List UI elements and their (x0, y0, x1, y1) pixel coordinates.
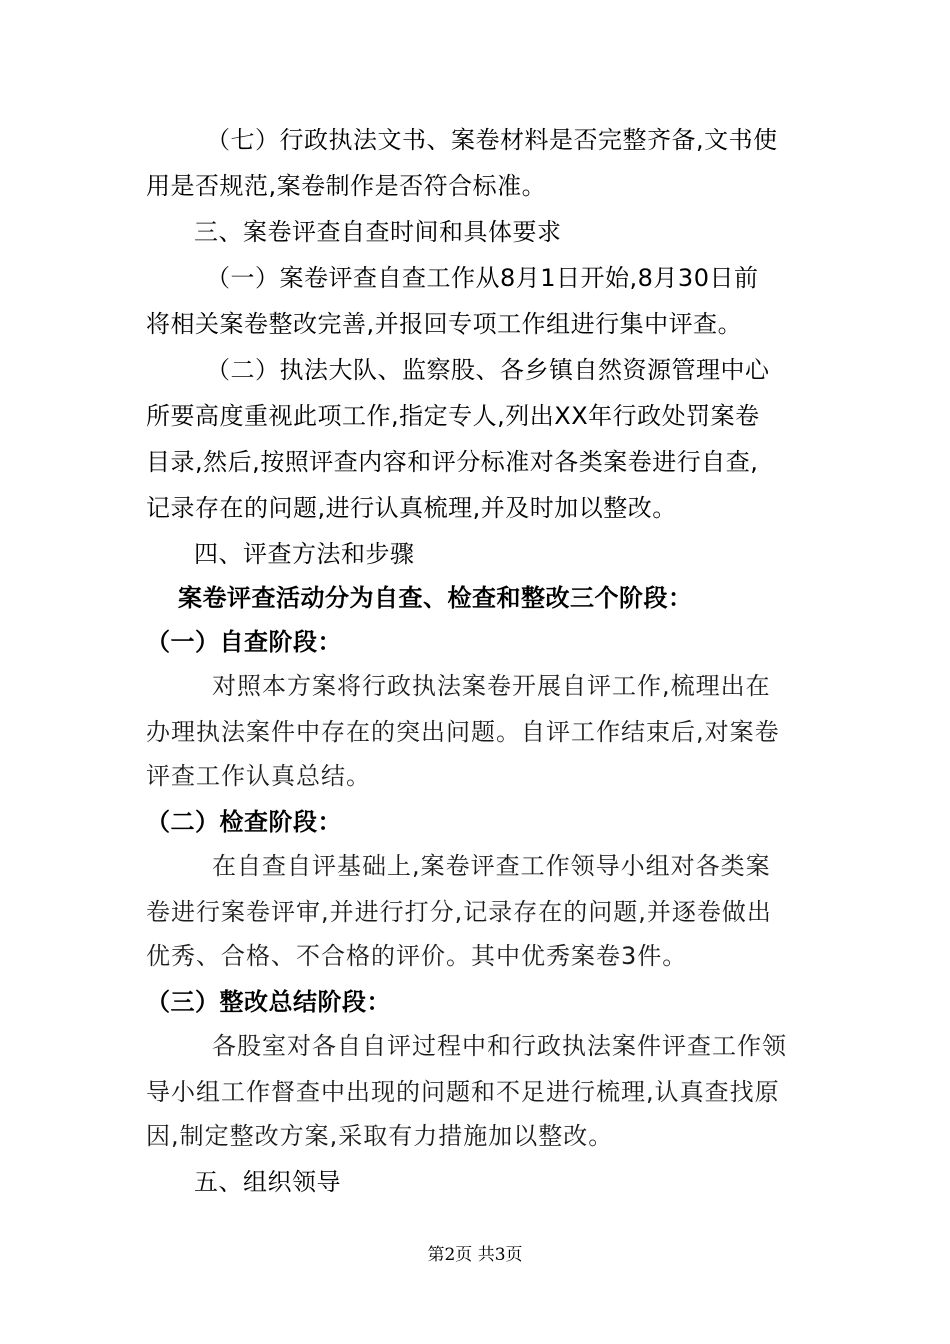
text-line: 卷进行案卷评审,并进行打分,记录存在的问题,并逐卷做出 (146, 898, 772, 926)
section-heading: 三、案卷评查自查时间和具体要求 (194, 218, 562, 246)
text-line: 导小组工作督查中出现的问题和不足进行梳理,认真查找原 (146, 1078, 780, 1106)
text-line: 记录存在的问题,进行认真梳理,并及时加以整改。 (146, 494, 677, 522)
text-line: 在自查自评基础上,案卷评查工作领导小组对各类案 (212, 852, 771, 880)
subheading-self-check: （一）自查阶段： (146, 628, 342, 656)
text-line: 用是否规范,案卷制作是否符合标准。 (146, 172, 547, 200)
section-heading: 五、组织领导 (194, 1168, 341, 1196)
text-line: 各股室对各自自评过程中和行政执法案件评查工作领 (212, 1032, 787, 1060)
subheading-rectification: （三）整改总结阶段： (146, 988, 391, 1016)
text-line: 对照本方案将行政执法案卷开展自评工作,梳理出在 (212, 672, 771, 700)
text-line: （二）执法大队、监察股、各乡镇自然资源管理中心 (206, 356, 770, 384)
text-line: 将相关案卷整改完善,并报回专项工作组进行集中评查。 (146, 310, 743, 338)
page-number: 第2页 共3页 (427, 1245, 523, 1265)
text-line: 所要高度重视此项工作,指定专人,列出XX年行政处罚案卷 (146, 402, 760, 430)
text-line: 因,制定整改方案,采取有力措施加以整改。 (146, 1122, 614, 1150)
text-line: （七）行政执法文书、案卷材料是否完整齐备,文书使 (206, 126, 778, 154)
text-line: 目录,然后,按照评查内容和评分标准对各类案卷进行自查, (146, 448, 759, 476)
text-line: 优秀、合格、不合格的评价。其中优秀案卷3件。 (146, 942, 688, 970)
section-heading: 四、评查方法和步骤 (194, 540, 415, 568)
text-line: （一）案卷评查自查工作从8月1日开始,8月30日前 (206, 264, 759, 292)
subheading-inspection: （二）检查阶段： (146, 808, 342, 836)
intro-sentence: 案卷评查活动分为自查、检查和整改三个阶段： (178, 584, 693, 612)
text-line: 办理执法案件中存在的突出问题。自评工作结束后,对案卷 (146, 718, 780, 746)
text-line: 评查工作认真总结。 (146, 762, 371, 790)
